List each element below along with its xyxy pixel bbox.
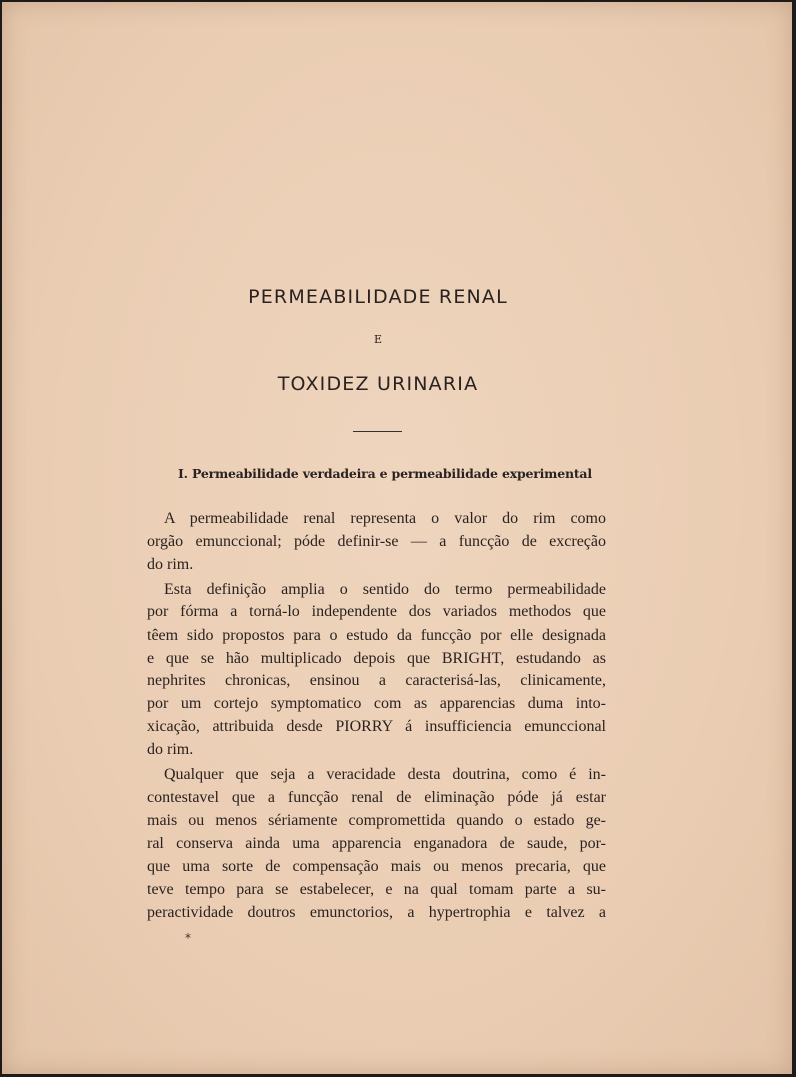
section-heading: I. Permeabilidade verdadeira e permeabilidade experimental (178, 466, 592, 481)
body-line: nephrites chronicas, ensinou a caracterisá-las, clinicamente, (147, 672, 606, 689)
body-line: A permeabilidade renal representa o valor do rim como (164, 510, 606, 527)
body-line: peractividade doutros emunctorios, a hypertrophia e talvez a (147, 904, 606, 921)
body-line: do rim. (147, 556, 194, 573)
body-line: xicação, attribuida desde PIORRY á insufficiencia emunccional (147, 718, 606, 735)
book-page (2, 2, 792, 1074)
title-line-2: TOXIDEZ URINARIA (277, 373, 479, 395)
body-line: que uma sorte de compensação mais ou menos precaria, que (147, 858, 606, 875)
body-line: do rim. (147, 741, 194, 758)
title-divider (353, 431, 402, 432)
body-line: e que se hão multiplicado depois que BRIGHT, estudando as (147, 650, 606, 667)
signature-mark: * (185, 931, 191, 945)
title-conjunction: E (373, 333, 383, 346)
title-line-1: PERMEABILIDADE RENAL (248, 286, 508, 308)
body-line: por fórma a torná-lo independente dos variados methodos que (147, 603, 606, 620)
body-line: orgão emunccional; póde definir-se — a funcção de excreção (147, 533, 606, 550)
body-line: têem sido propostos para o estudo da funcção por elle designada (147, 627, 606, 644)
body-line: ral conserva ainda uma apparencia enganadora de saude, por- (147, 835, 606, 852)
body-line: mais ou menos sériamente compromettida quando o estado ge- (147, 812, 606, 829)
body-line: Qualquer que seja a veracidade desta doutrina, como é in- (164, 766, 606, 783)
body-line: teve tempo para se estabelecer, e na qual tomam parte a su- (147, 881, 606, 898)
body-line: contestavel que a funcção renal de eliminação póde já estar (147, 789, 606, 806)
body-line: Esta definição amplia o sentido do termo permeabilidade (164, 581, 606, 598)
body-line: por um cortejo symptomatico com as apparencias duma into- (147, 695, 606, 712)
